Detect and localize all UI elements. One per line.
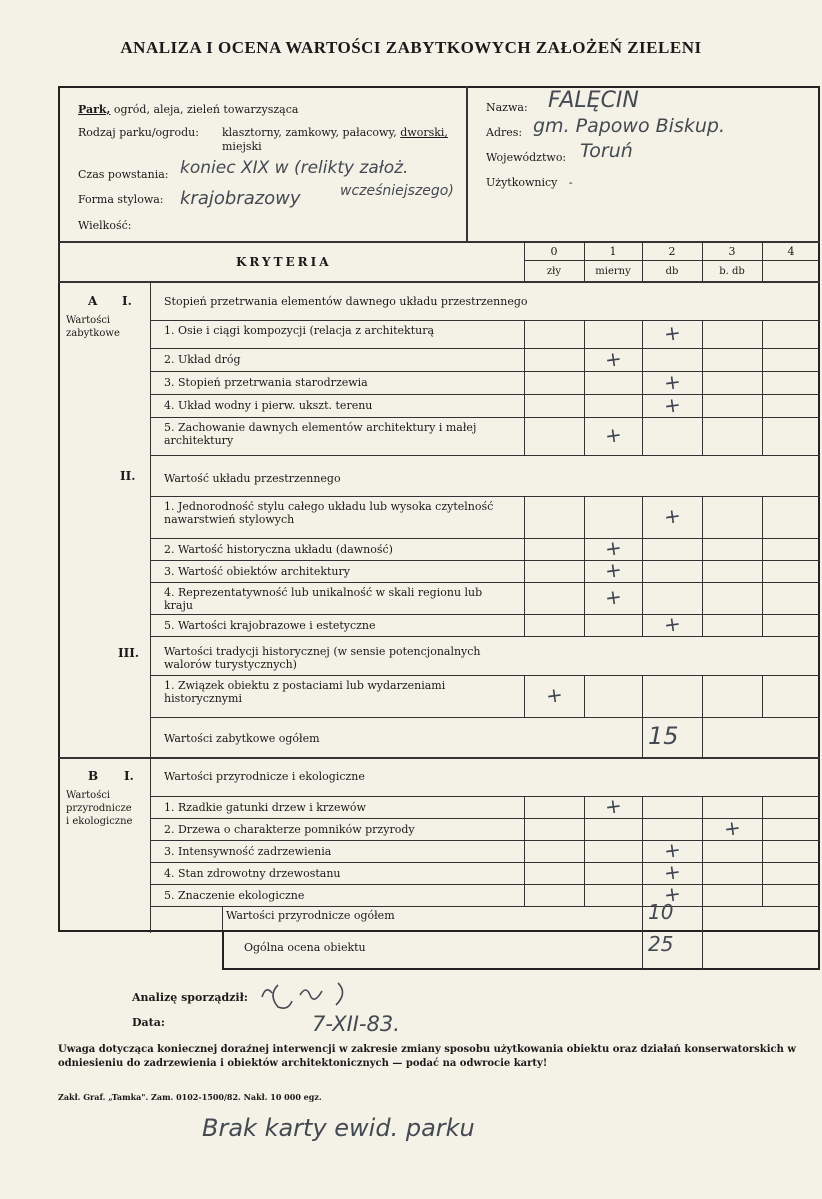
total-b-label: Wartości przyrodnicze ogółem — [226, 909, 395, 922]
page-title: ANALIZA I OCENA WARTOŚCI ZABYTKOWYCH ZAŁOŻEŃ ZIELENI — [120, 38, 702, 57]
cell-divider — [524, 818, 525, 840]
score-mark: + — [603, 534, 624, 562]
group-a1-title: Stopień przetrwania elementów dawnego układu przestrzennego — [164, 295, 528, 308]
cell-divider — [584, 840, 585, 862]
criterion-row-label: 1. Osie i ciągi kompozycji (relacja z architekturą — [164, 324, 435, 337]
cell-divider — [524, 538, 525, 560]
row-line — [150, 884, 820, 885]
cell-divider — [584, 394, 585, 417]
score-mark: + — [603, 583, 624, 611]
cell-divider — [524, 796, 525, 818]
section-a-roman-1: I. — [122, 294, 132, 308]
park-types: ogród, aleja, zieleń towarzysząca — [113, 103, 299, 116]
criterion-row-label: 4. Reprezentatywność lub unikalność w skali regionu lub kraju — [164, 586, 483, 612]
criteria-bottom-line — [58, 281, 820, 283]
score-mark: + — [662, 319, 683, 347]
woj-handwriting: Toruń — [580, 140, 633, 162]
cell-divider — [642, 371, 643, 394]
section-column-divider — [150, 281, 151, 933]
cell-divider — [702, 840, 703, 862]
section-b-letter: B — [88, 769, 99, 783]
score-mark: + — [662, 858, 683, 886]
cell-divider — [762, 884, 763, 906]
section-b-roman-1: I. — [124, 769, 134, 783]
cell-divider — [762, 840, 763, 862]
cell-divider — [584, 560, 585, 582]
cell-divider — [524, 884, 525, 906]
cell-divider — [642, 818, 643, 840]
total-b-value: 10 — [648, 900, 674, 924]
forma-handwriting: krajobrazowy — [180, 188, 301, 209]
score-mark: + — [662, 610, 683, 638]
cell-divider — [702, 538, 703, 560]
row-line — [150, 560, 820, 561]
row-line — [150, 840, 820, 841]
cell-divider — [702, 417, 703, 455]
cell-divider — [524, 582, 525, 614]
row-line — [150, 417, 820, 418]
cell-divider — [584, 614, 585, 636]
cell-divider — [702, 560, 703, 582]
rodzaj-value — [222, 126, 448, 139]
row-line — [150, 455, 820, 456]
total-a-top — [150, 717, 820, 718]
criterion-row-label: 2. Drzewa o charakterze pomników przyrody — [164, 823, 415, 836]
cell-divider — [702, 320, 703, 348]
cell-divider — [642, 796, 643, 818]
criterion-row-label: 2. Układ dróg — [164, 353, 241, 366]
score-mark: + — [603, 556, 624, 584]
row-line — [150, 614, 820, 615]
cell-divider — [584, 417, 585, 455]
overall-divider-2 — [702, 930, 703, 970]
cell-divider — [524, 348, 525, 371]
rodzaj-selected: dworski, — [400, 126, 448, 139]
cell-divider — [702, 862, 703, 884]
cell-divider — [642, 496, 643, 538]
cell-divider — [762, 371, 763, 394]
total-a-value: 15 — [648, 722, 679, 750]
total-b-divider — [702, 906, 703, 932]
row-line — [150, 348, 820, 349]
cell-divider — [524, 394, 525, 417]
criterion-row-label: 1. Związek obiektu z postaciami lub wydarzeniami historycznymi — [164, 679, 446, 705]
cell-divider — [702, 796, 703, 818]
cell-divider — [762, 560, 763, 582]
cell-divider — [762, 614, 763, 636]
czas-handwriting-2: wcześniejszego) — [340, 183, 454, 199]
cell-divider — [524, 862, 525, 884]
cell-divider — [762, 320, 763, 348]
cell-divider — [642, 675, 643, 717]
forma-label: Forma stylowa: — [78, 193, 164, 206]
cell-divider — [702, 348, 703, 371]
score-header-0: 0 — [550, 245, 558, 258]
score-mark: + — [662, 391, 683, 418]
criterion-row-label: 3. Stopień przetrwania starodrzewia — [164, 376, 368, 389]
score-label-3: b. db — [719, 266, 745, 277]
uwaga-note: Uwaga dotycząca koniecznej doraźnej interwencji w zakresie zmiany sposobu użytkowania obiektu oraz działań konserwatorskich w odniesieniu do zadrzewienia i obiektów architektonicznych — podać na odwrocie karty! — [58, 1044, 796, 1069]
overall-value: 25 — [648, 932, 674, 956]
score-header-1: 1 — [609, 245, 617, 258]
cell-divider — [762, 862, 763, 884]
score-header-4: 4 — [787, 245, 795, 258]
section-a-bottom-line — [58, 757, 820, 759]
cell-divider — [524, 320, 525, 348]
criterion-row-label: 3. Intensywność zadrzewienia — [164, 845, 332, 858]
row-line — [150, 538, 820, 539]
analiza-label: Analizę sporządził: — [132, 991, 248, 1004]
row-line — [150, 320, 820, 321]
row-line — [150, 496, 820, 497]
bottom-handwriting: Brak karty ewid. parku — [202, 1114, 475, 1142]
cell-divider — [762, 417, 763, 455]
criteria-sub-line — [524, 260, 820, 261]
rodzaj-value2: miejski — [222, 140, 262, 153]
section-a-roman-3: III. — [118, 646, 140, 660]
criterion-row-label: 5. Zachowanie dawnych elementów architektury i małej architektury — [164, 421, 477, 447]
cell-divider — [642, 560, 643, 582]
score-label-1: mierny — [595, 266, 631, 277]
cell-divider — [762, 582, 763, 614]
score-mark: + — [722, 814, 743, 842]
adres-label: Adres: — [486, 126, 523, 139]
cell-divider — [642, 614, 643, 636]
cell-divider — [584, 496, 585, 538]
czas-handwriting: koniec XIX w (relikty założ. — [180, 158, 409, 178]
row-line — [150, 796, 820, 797]
uzyt-value: - — [568, 176, 573, 189]
park-line — [78, 103, 298, 116]
cell-divider — [642, 582, 643, 614]
score-label-2: db — [665, 266, 679, 277]
group-b1-title: Wartości przyrodnicze i ekologiczne — [164, 770, 365, 783]
score-label-0: zły — [546, 266, 562, 277]
uzyt-label — [486, 176, 573, 189]
score-mark: + — [603, 792, 624, 820]
cell-divider — [642, 840, 643, 862]
cell-divider — [762, 538, 763, 560]
section-a-letter: A — [88, 294, 98, 308]
overall-divider-1 — [642, 930, 643, 970]
cell-divider — [702, 884, 703, 906]
row-line — [150, 675, 820, 676]
header-bottom-line — [58, 241, 820, 243]
overall-label: Ogólna ocena obiektu — [244, 941, 366, 954]
cell-divider — [524, 560, 525, 582]
cell-divider — [762, 394, 763, 417]
cell-divider — [584, 862, 585, 884]
section-a-name: Wartości zabytkowe — [66, 315, 120, 339]
cell-divider — [524, 417, 525, 455]
czas-label: Czas powstania: — [78, 168, 169, 181]
criterion-row-label: 1. Rzadkie gatunki drzew i krzewów — [164, 801, 366, 814]
cell-divider — [642, 320, 643, 348]
wielkosc-label: Wielkość: — [78, 219, 132, 232]
row-line — [150, 862, 820, 863]
header-divider — [466, 86, 468, 242]
score-mark: + — [603, 345, 624, 372]
cell-divider — [642, 862, 643, 884]
cell-divider — [642, 417, 643, 455]
adres-handwriting: gm. Papowo Biskup. — [533, 115, 725, 137]
cell-divider — [762, 496, 763, 538]
score-mark: + — [662, 502, 683, 530]
cell-divider — [642, 538, 643, 560]
cell-divider — [762, 818, 763, 840]
data-label: Data: — [132, 1016, 165, 1029]
score-mark: + — [603, 421, 624, 449]
nazwa-handwriting: FALĘCIN — [548, 88, 639, 113]
cell-divider — [524, 371, 525, 394]
park-word: Park, — [78, 103, 111, 116]
total-a-divider — [642, 717, 643, 757]
cell-divider — [584, 320, 585, 348]
woj-label: Województwo: — [486, 151, 567, 164]
total-b-left — [222, 906, 223, 932]
total-a-divider — [702, 717, 703, 757]
cell-divider — [584, 371, 585, 394]
data-handwriting: 7-XII-83. — [312, 1012, 400, 1036]
score-mark: + — [544, 681, 565, 709]
criterion-row-label: 4. Stan zdrowotny drzewostanu — [164, 867, 341, 880]
criterion-row-label: 3. Wartość obiektów architektury — [164, 565, 350, 578]
signature-drawing — [250, 975, 390, 1015]
row-line — [150, 394, 820, 395]
section-b-name: Wartości przyrodnicze i ekologiczne — [66, 790, 133, 827]
rodzaj-options: klasztorny, zamkowy, pałacowy, — [222, 126, 397, 139]
cell-divider — [762, 796, 763, 818]
cell-divider — [524, 496, 525, 538]
criterion-row-label: 1. Jednorodność stylu całego układu lub wysoka czytelność nawarstwień stylowych — [164, 500, 494, 526]
cell-divider — [524, 675, 525, 717]
cell-divider — [702, 371, 703, 394]
total-b-top — [222, 906, 820, 907]
score-header-2: 2 — [668, 245, 676, 258]
cell-divider — [762, 348, 763, 371]
cell-divider — [584, 675, 585, 717]
cell-divider — [702, 582, 703, 614]
cell-divider — [584, 796, 585, 818]
criterion-row-label: 5. Znaczenie ekologiczne — [164, 889, 305, 902]
score-mark: + — [662, 836, 683, 864]
rodzaj-label: Rodzaj parku/ogrodu: — [78, 126, 199, 139]
cell-divider — [584, 884, 585, 906]
criterion-row-label: 2. Wartość historyczna układu (dawność) — [164, 543, 393, 556]
score-mark: + — [662, 368, 683, 395]
group-a3-title: Wartości tradycji historycznej (w sensie potencjonalnych walorów turystycznych) — [164, 645, 481, 671]
uzyt-text: Użytkownicy — [486, 176, 558, 189]
cell-divider — [584, 538, 585, 560]
cell-divider — [524, 840, 525, 862]
criteria-left-edge — [58, 241, 59, 281]
cell-divider — [702, 818, 703, 840]
cell-divider — [642, 394, 643, 417]
group-a2-title: Wartość układu przestrzennego — [164, 472, 341, 485]
row-line — [150, 371, 820, 372]
score-header-3: 3 — [728, 245, 736, 258]
section-a-roman-2: II. — [120, 469, 136, 483]
cell-divider — [584, 348, 585, 371]
cell-divider — [584, 818, 585, 840]
row-line — [150, 636, 820, 637]
cell-divider — [524, 614, 525, 636]
cell-divider — [584, 582, 585, 614]
print-info: Zakł. Graf. „Tamka". Zam. 0102-1500/82. Nakł. 10 000 egz. — [58, 1092, 322, 1102]
score-mark: + — [662, 880, 683, 908]
total-b-divider — [642, 906, 643, 932]
cell-divider — [702, 614, 703, 636]
total-a-label: Wartości zabytkowe ogółem — [164, 732, 320, 745]
criterion-row-label: 4. Układ wodny i pierw. ukszt. terenu — [164, 399, 373, 412]
cell-divider — [702, 394, 703, 417]
cell-divider — [702, 496, 703, 538]
cell-divider — [642, 884, 643, 906]
criterion-row-label: 5. Wartości krajobrazowe i estetyczne — [164, 619, 376, 632]
cell-divider — [642, 348, 643, 371]
row-line — [150, 582, 820, 583]
nazwa-label: Nazwa: — [486, 101, 528, 114]
cell-divider — [702, 675, 703, 717]
cell-divider — [762, 675, 763, 717]
row-line — [150, 818, 820, 819]
criteria-label: KRYTERIA — [236, 255, 332, 269]
